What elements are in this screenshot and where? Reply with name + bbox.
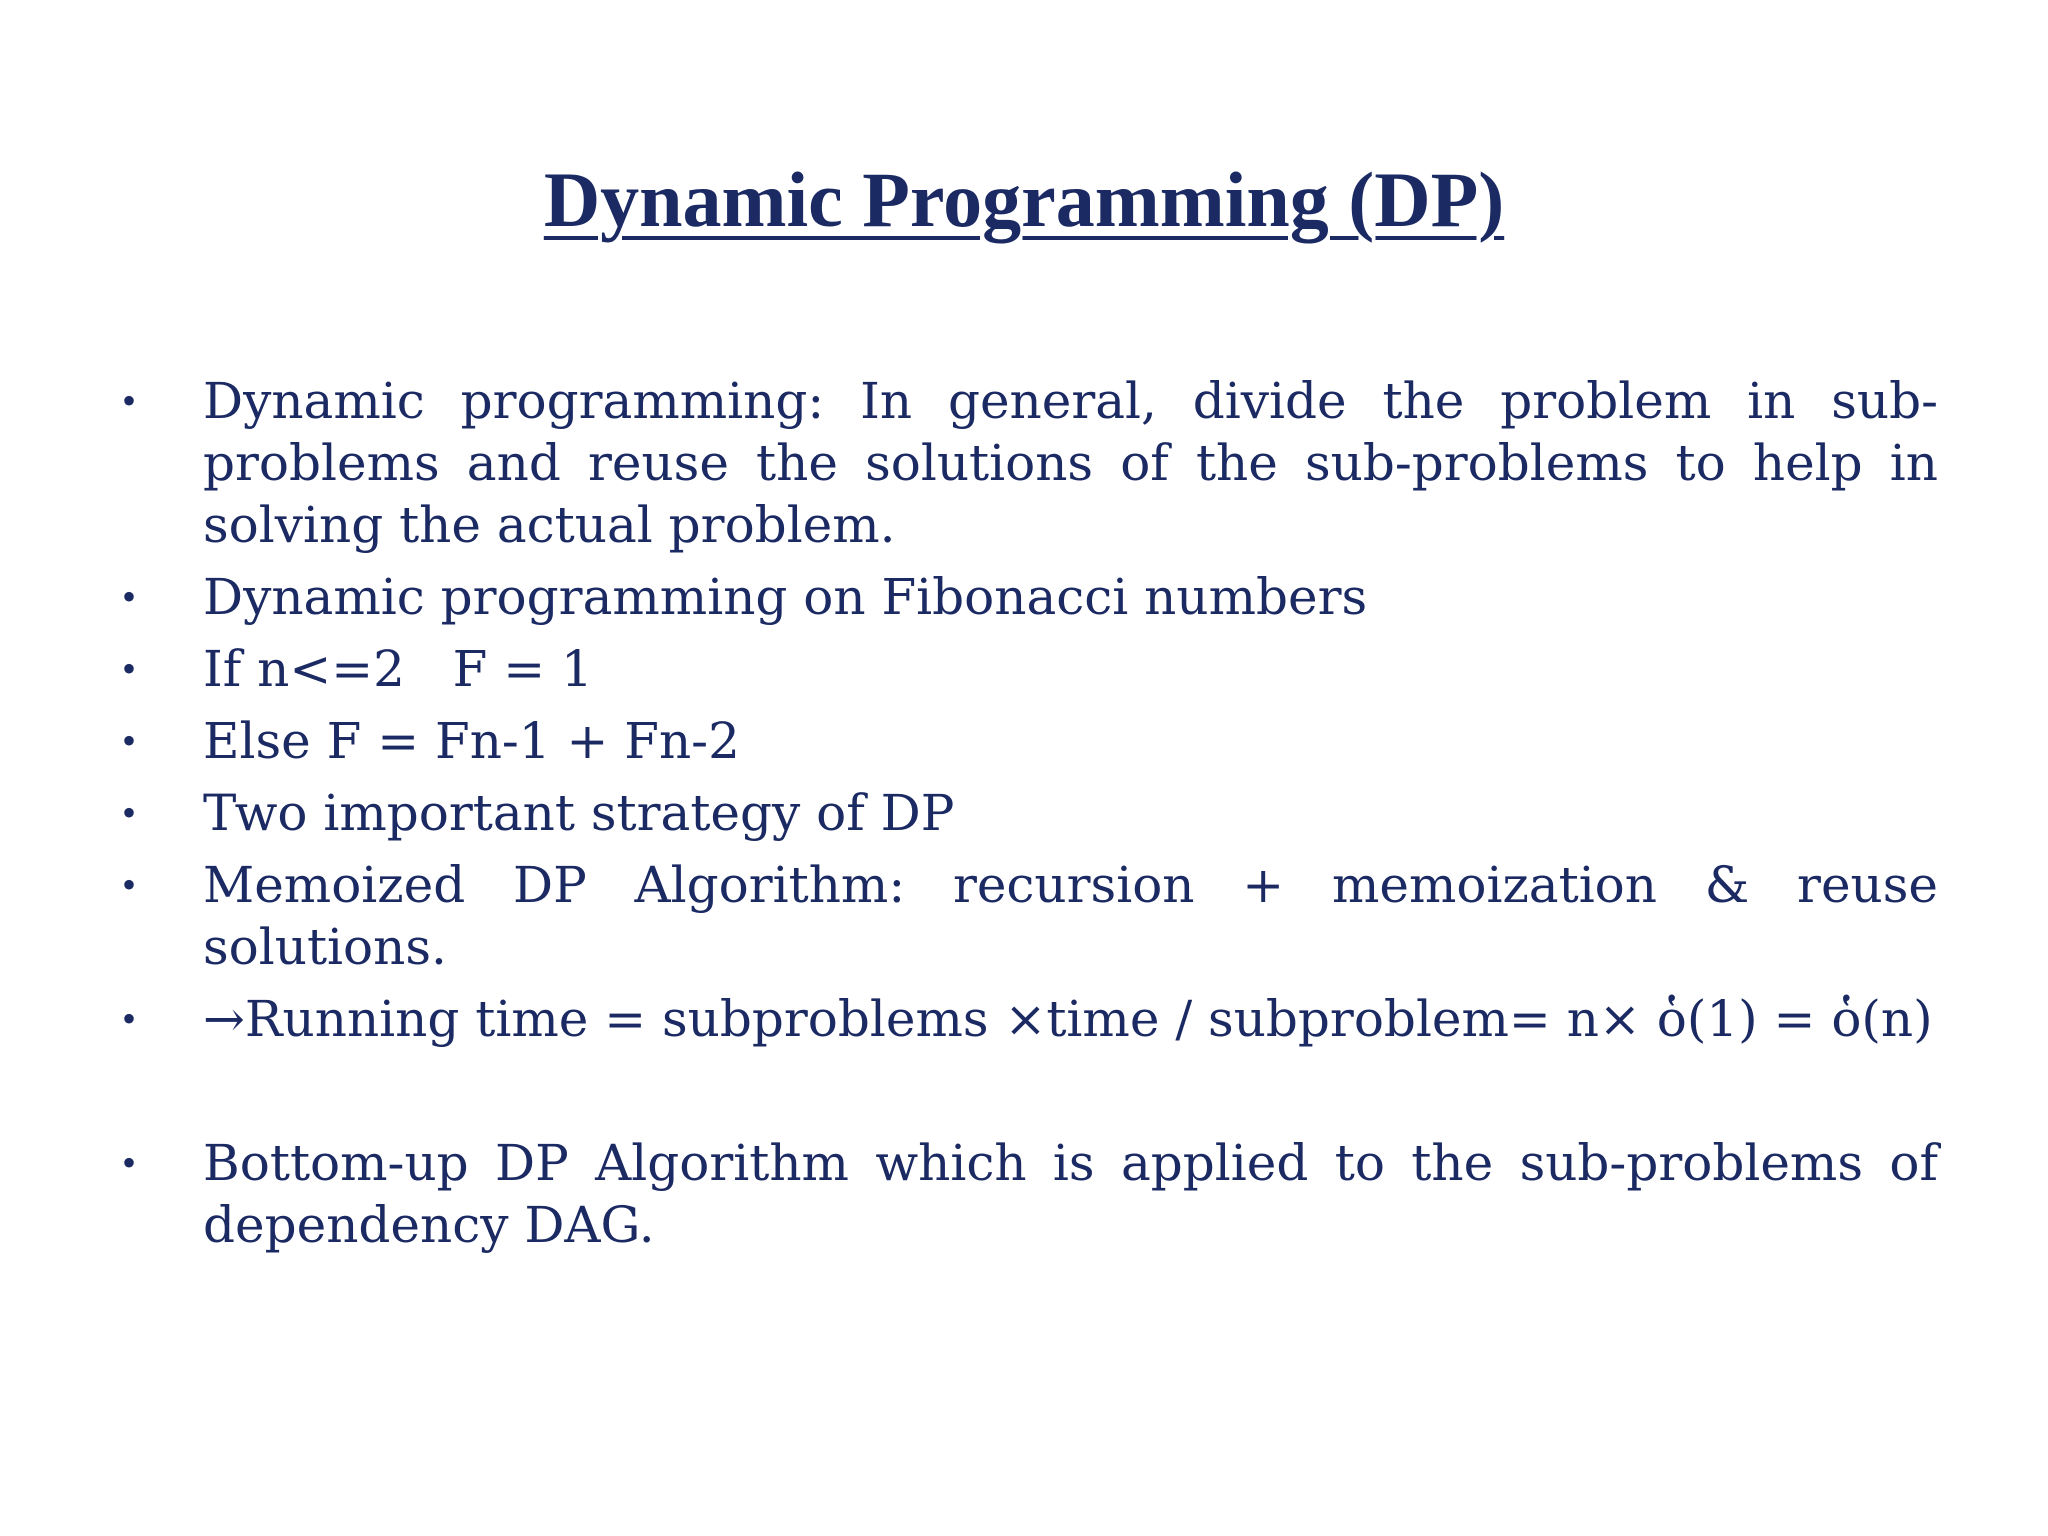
bullet-text: Memoized DP Algorithm: recursion + memoization & reuse solutions. xyxy=(203,856,1938,976)
bullet-text: →Running time = subproblems ×time / subproblem= n× ὁ(1) = ὁ(n) xyxy=(203,990,1933,1048)
bullet-icon: • xyxy=(122,378,137,423)
bullet-item xyxy=(0,854,1938,978)
bullet-text: If n<=2 F = 1 xyxy=(203,640,593,698)
bullet-text: Dynamic programming: In general, divide the problem in sub-problems and reuse the solutions of the sub-problems to help in solving the actual problem. xyxy=(203,372,1938,554)
bullet-icon: • xyxy=(122,574,137,619)
bullet-icon: • xyxy=(122,646,137,691)
bullet-text: Dynamic programming on Fibonacci numbers xyxy=(203,568,1368,626)
bullet-item xyxy=(0,782,1938,844)
bullet-icon: • xyxy=(122,862,137,907)
bullet-icon: • xyxy=(122,996,137,1041)
bullet-list xyxy=(0,370,2048,1256)
bullet-text: Two important strategy of DP xyxy=(203,784,955,842)
bullet-item xyxy=(0,988,1938,1050)
bullet-item xyxy=(0,370,1938,556)
bullet-icon: • xyxy=(122,790,137,835)
bullet-icon: • xyxy=(122,718,137,763)
bullet-item xyxy=(0,638,1938,700)
bullet-text: Bottom-up DP Algorithm which is applied to the sub-problems of dependency DAG. xyxy=(203,1134,1938,1254)
bullet-item xyxy=(0,566,1938,628)
bullet-item xyxy=(0,710,1938,772)
slide-title-text: Dynamic Programming (DP) xyxy=(543,156,1505,243)
bullet-icon: • xyxy=(122,1140,137,1185)
slide-title xyxy=(0,150,2048,250)
bullet-item xyxy=(0,1132,1938,1256)
bullet-text: Else F = Fn-1 + Fn-2 xyxy=(203,712,740,770)
